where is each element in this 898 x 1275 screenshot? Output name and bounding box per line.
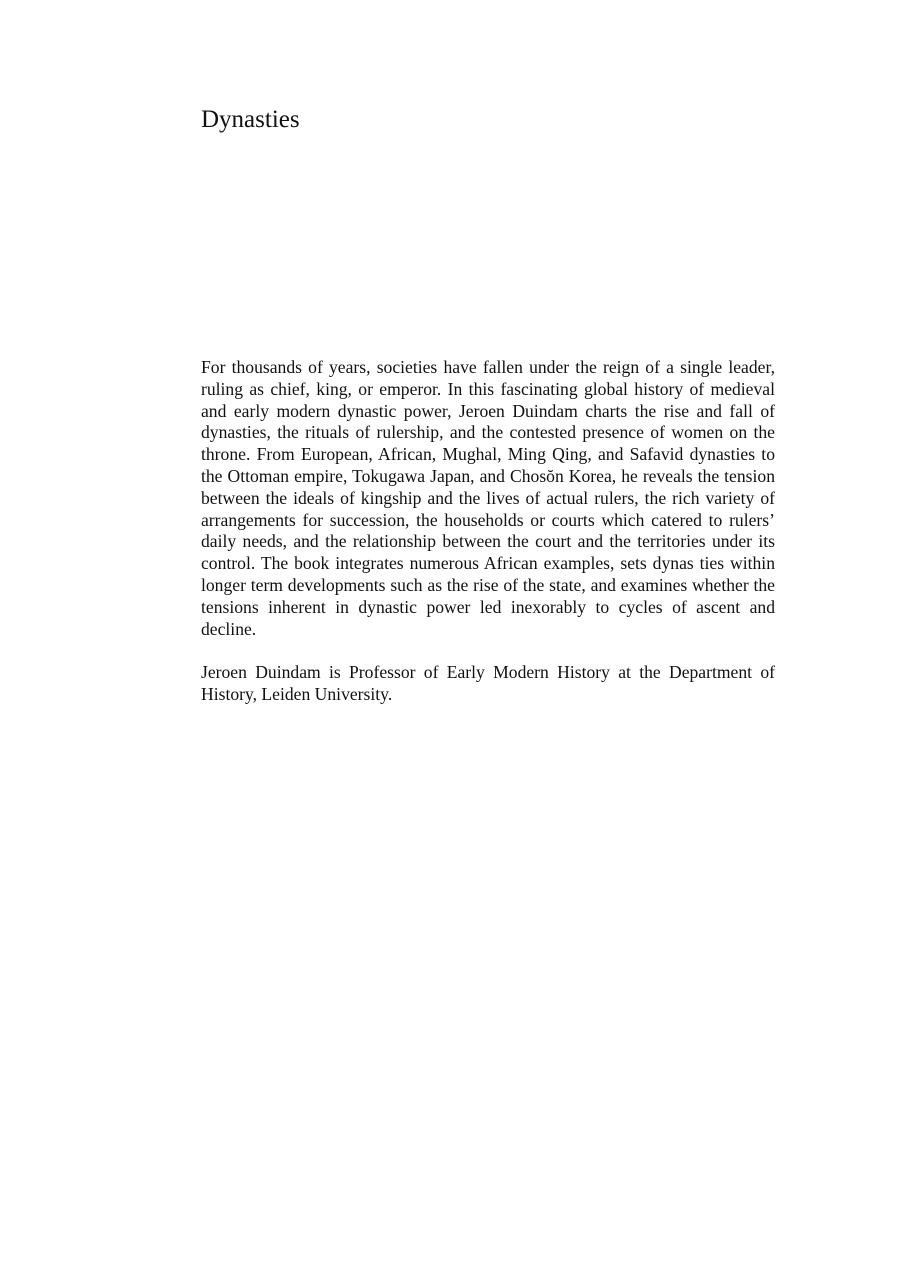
page-title: Dynasties [201,106,300,133]
blurb-section [201,357,775,706]
paragraph-spacer [201,640,775,662]
author-bio: Jeroen Duindam is Professor of Early Modern History at the Department of History, Leiden University. [201,662,775,705]
book-description: For thousands of years, societies have fallen under the reign of a single leader, ruling as chief, king, or emperor. In this fascinating global history of medieval and early modern dynastic power, Jeroen Duindam charts the rise and fall of dynasties, the rituals of rulership, and the contested presence of women on the throne. From European, African, Mughal, Ming Qing, and Safavid dynasties to the Ottoman empire, Tokugawa Japan, and Chosŏn Korea, he reveals the tension between the ideals of kingship and the lives of actual rulers, the rich variety of arrangements for succession, the households or courts which catered to rulers’ daily needs, and the relationship between the court and the territories under its control. The book integrates numerous African examples, sets dynas ties within longer term developments such as the rise of the state, and examines whether the tensions inherent in dynastic power led inexorably to cycles of ascent and decline. [201,357,775,639]
